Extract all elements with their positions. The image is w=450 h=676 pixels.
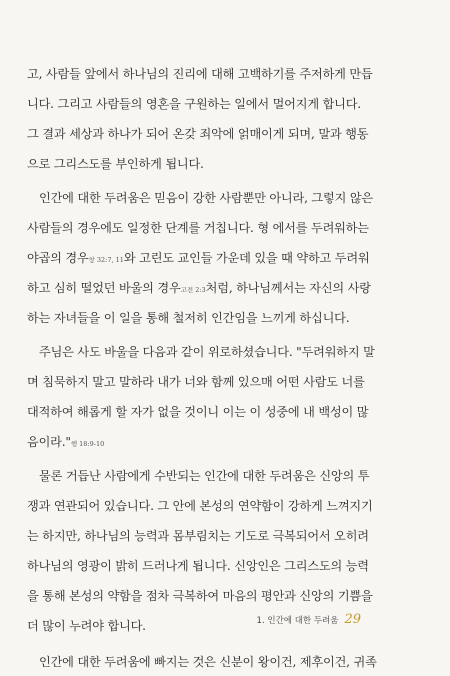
page-number: 29 bbox=[344, 612, 361, 627]
scripture-reference: 고전 2:3 bbox=[180, 286, 206, 294]
text-line bbox=[27, 528, 423, 544]
line-text: 며 침묵하지 말고 말하라 내가 너와 함께 있으매 어떤 사람도 너를 bbox=[27, 375, 365, 389]
text-line bbox=[27, 250, 423, 268]
scripture-reference: 행 18:9-10 bbox=[70, 440, 105, 448]
line-text: 하고 심히 떨었던 바울의 경우 bbox=[27, 281, 181, 295]
text-line bbox=[27, 404, 423, 420]
line-text-continued: 와 고린도 교인들 가운데 있을 때 약하고 두려워 bbox=[123, 251, 370, 265]
text-line bbox=[39, 190, 435, 206]
text-line bbox=[27, 220, 423, 236]
text-line bbox=[27, 280, 423, 298]
line-text: 주님은 사도 바울을 다음과 같이 위로하셨습니다. "두려워하지 말 bbox=[39, 345, 375, 359]
line-text-continued: 처럼, 하나님께서는 자신의 사랑 bbox=[205, 281, 371, 295]
line-text: 물론 거듭난 사람에게 수반되는 인간에 대한 두려움은 신앙의 투 bbox=[39, 469, 370, 483]
line-text: 하나님의 영광이 밝히 드러나게 됩니다. 신앙인은 그리스도의 능력 bbox=[27, 559, 369, 573]
text-line bbox=[27, 558, 423, 574]
text-line bbox=[27, 588, 423, 604]
page-footer bbox=[257, 612, 361, 627]
text-line bbox=[27, 498, 423, 514]
line-text: 야곱의 경우 bbox=[27, 251, 89, 265]
scripture-reference: 창 32:7, 11 bbox=[88, 256, 124, 264]
text-line bbox=[27, 156, 423, 172]
line-text: 니다. 그리고 사람들의 영혼을 구원하는 일에서 멀어지게 합니다. bbox=[27, 97, 361, 111]
text-line bbox=[39, 654, 435, 670]
text-line bbox=[27, 96, 423, 112]
text-line bbox=[27, 310, 423, 326]
text-line bbox=[27, 126, 423, 142]
line-text: 을 통해 본성의 약함을 점차 극복하여 마음의 평안과 신앙의 기쁨을 bbox=[27, 589, 373, 603]
line-text: 인간에 대한 두려움은 믿음이 강한 사람뿐만 아니라, 그렇지 않은 bbox=[39, 191, 373, 205]
line-text: 고, 사람들 앞에서 하나님의 진리에 대해 고백하기를 주저하게 만듭 bbox=[27, 67, 373, 81]
line-text: 는 하지만, 하나님의 능력과 몸부림치는 기도로 극복되어서 오히려 bbox=[27, 529, 369, 543]
line-text: 그 결과 세상과 하나가 되어 온갖 죄악에 얽매이게 되며, 말과 행동 bbox=[27, 127, 369, 141]
line-text: 음이라." bbox=[27, 435, 71, 449]
text-line bbox=[27, 66, 423, 82]
line-text: 하는 자녀들을 이 일을 통해 철저히 인간임을 느끼게 하십니다. bbox=[27, 311, 350, 325]
line-text: 인간에 대한 두려움에 빠지는 것은 신분이 왕이건, 제후이건, 귀족 bbox=[39, 655, 377, 669]
line-text: 으로 그리스도를 부인하게 됩니다. bbox=[27, 157, 204, 171]
text-line bbox=[27, 374, 423, 390]
text-line bbox=[27, 618, 423, 634]
line-text: 사람들의 경우에도 일정한 단계를 거칩니다. 형 에서를 두려워하는 bbox=[27, 221, 369, 235]
text-line bbox=[27, 434, 423, 452]
text-line bbox=[39, 468, 435, 484]
line-text: 대적하여 해롭게 할 자가 없을 것이니 이는 이 성중에 내 백성이 많 bbox=[27, 405, 369, 419]
line-text: 더 많이 누려야 합니다. bbox=[27, 619, 146, 633]
running-footer-title: 1. 인간에 대한 두려움 bbox=[256, 616, 339, 626]
line-text: 쟁과 연관되어 있습니다. 그 안에 본성의 연약함이 강하게 느껴지기 bbox=[27, 499, 373, 513]
text-line bbox=[39, 344, 435, 360]
